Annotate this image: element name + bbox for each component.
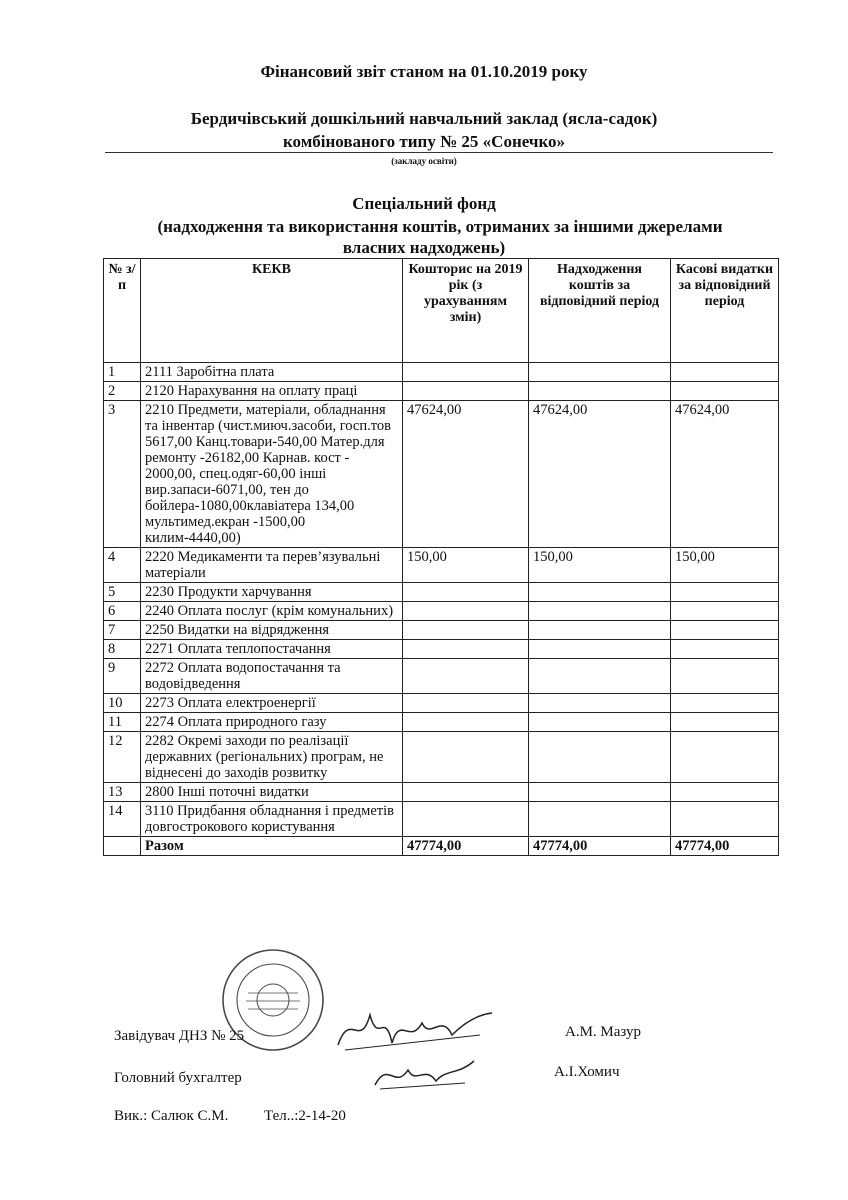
- table-row: [104, 382, 779, 401]
- row-income: [529, 802, 671, 837]
- table-row: [104, 621, 779, 640]
- accountant-signature-icon: [370, 1055, 480, 1095]
- row-income: [529, 621, 671, 640]
- table-row: [104, 783, 779, 802]
- institution-name-line1: Бердичівський дошкільний навчальний заклад (ясла-садок): [190, 109, 658, 128]
- report-title: Фінансовий звіт станом на 01.10.2019 року: [260, 62, 588, 81]
- row-income: [529, 783, 671, 802]
- total-budget: 47774,00: [403, 837, 529, 856]
- row-number: 5: [104, 583, 141, 602]
- accountant-role: Головний бухгалтер: [114, 1070, 242, 1086]
- institution-caption: (закладу освіти): [391, 156, 457, 166]
- executor: Вик.: Салюк С.М.: [114, 1108, 229, 1124]
- row-budget: [403, 382, 529, 401]
- row-kekv: 2210 Предмети, матеріали, обладнання та інвентар (чист.миюч.засоби, госп.тов 5617,00 Канц.товари-540,00 Матер.для ремонту -26182,00 Карнав. кост - 2000,00, спец.одяг-60,00 інші вир.запаси-6071,00, тен до бойлера-1080,00клавіатера 134,00 мультимед.екран -1500,00 килим-4440,00): [141, 401, 403, 548]
- fund-subtitle-line1: (надходження та використання коштів, отриманих за іншими джерелами: [157, 217, 723, 236]
- row-income: [529, 382, 671, 401]
- row-number: 8: [104, 640, 141, 659]
- row-expense: [671, 382, 779, 401]
- row-budget: [403, 621, 529, 640]
- row-number: 14: [104, 802, 141, 837]
- row-income: [529, 583, 671, 602]
- row-number: 10: [104, 694, 141, 713]
- total-expense: 47774,00: [671, 837, 779, 856]
- table-row: [104, 583, 779, 602]
- row-kekv: 2271 Оплата теплопостачання: [141, 640, 403, 659]
- row-income: [529, 732, 671, 783]
- col-header-income: Надходження коштів за відповідний період: [529, 259, 671, 363]
- total-label: Разом: [141, 837, 403, 856]
- row-expense: [671, 659, 779, 694]
- table-row: [104, 694, 779, 713]
- table-row: [104, 363, 779, 382]
- head-signature-icon: [330, 1005, 500, 1060]
- row-kekv: 2220 Медикаменти та перев’язувальні матеріали: [141, 548, 403, 583]
- row-number: 6: [104, 602, 141, 621]
- row-budget: [403, 640, 529, 659]
- row-number: 1: [104, 363, 141, 382]
- accountant-name: А.І.Хомич: [554, 1064, 620, 1080]
- row-income: 47624,00: [529, 401, 671, 548]
- row-income: [529, 694, 671, 713]
- row-number: 4: [104, 548, 141, 583]
- table-row: [104, 802, 779, 837]
- row-budget: [403, 659, 529, 694]
- row-number: 2: [104, 382, 141, 401]
- row-expense: [671, 583, 779, 602]
- row-expense: [671, 713, 779, 732]
- row-income: [529, 713, 671, 732]
- row-budget: [403, 583, 529, 602]
- row-number: 13: [104, 783, 141, 802]
- row-expense: [671, 732, 779, 783]
- fund-title: Спеціальний фонд: [352, 194, 496, 213]
- row-income: [529, 363, 671, 382]
- table-total-row: [104, 837, 779, 856]
- row-kekv: 2111 Заробітна плата: [141, 363, 403, 382]
- head-role: Завідувач ДНЗ № 25: [114, 1028, 245, 1044]
- row-expense: [671, 783, 779, 802]
- row-expense: [671, 640, 779, 659]
- row-budget: [403, 802, 529, 837]
- institution-underline: [105, 152, 773, 153]
- table-header-row: [104, 259, 779, 363]
- row-kekv: 2282 Окремі заходи по реалізації державних (регіональних) програм, не віднесені до заходів розвитку: [141, 732, 403, 783]
- table-row: [104, 602, 779, 621]
- col-header-number: № з/п: [104, 259, 141, 363]
- row-income: [529, 602, 671, 621]
- institution-name-line2: комбінованого типу № 25 «Сонечко»: [282, 132, 566, 151]
- report-table: [103, 258, 779, 856]
- col-header-expense: Касові видатки за відповідний період: [671, 259, 779, 363]
- row-kekv: 2250 Видатки на відрядження: [141, 621, 403, 640]
- row-expense: [671, 694, 779, 713]
- row-income: [529, 640, 671, 659]
- row-budget: [403, 713, 529, 732]
- head-name: А.М. Мазур: [565, 1024, 642, 1040]
- row-kekv: 2272 Оплата водопостачання та водовідведення: [141, 659, 403, 694]
- table-row: [104, 401, 779, 548]
- row-expense: 150,00: [671, 548, 779, 583]
- row-expense: [671, 802, 779, 837]
- row-expense: [671, 602, 779, 621]
- total-income: 47774,00: [529, 837, 671, 856]
- row-income: 150,00: [529, 548, 671, 583]
- row-budget: [403, 694, 529, 713]
- row-budget: [403, 602, 529, 621]
- table-row: [104, 659, 779, 694]
- row-budget: [403, 783, 529, 802]
- row-budget: 47624,00: [403, 401, 529, 548]
- table-row: [104, 732, 779, 783]
- row-kekv: 2274 Оплата природного газу: [141, 713, 403, 732]
- executor-phone: Тел..:2-14-20: [264, 1108, 346, 1124]
- row-number: 11: [104, 713, 141, 732]
- row-expense: [671, 621, 779, 640]
- row-kekv: 2240 Оплата послуг (крім комунальних): [141, 602, 403, 621]
- row-kekv: 2273 Оплата електроенергії: [141, 694, 403, 713]
- row-number: 3: [104, 401, 141, 548]
- row-number: 9: [104, 659, 141, 694]
- row-expense: 47624,00: [671, 401, 779, 548]
- table-row: [104, 640, 779, 659]
- row-income: [529, 659, 671, 694]
- row-kekv: 2120 Нарахування на оплату праці: [141, 382, 403, 401]
- col-header-budget: Кошторис на 2019 рік (з урахуванням змін): [403, 259, 529, 363]
- row-budget: 150,00: [403, 548, 529, 583]
- table-row: [104, 548, 779, 583]
- row-kekv: 3110 Придбання обладнання і предметів довгострокового користування: [141, 802, 403, 837]
- fund-subtitle-line2: власних надходжень): [342, 238, 506, 257]
- row-number: 12: [104, 732, 141, 783]
- col-header-kekv: КЕКВ: [141, 259, 403, 363]
- row-kekv: 2230 Продукти харчування: [141, 583, 403, 602]
- row-kekv: 2800 Інші поточні видатки: [141, 783, 403, 802]
- row-budget: [403, 732, 529, 783]
- row-expense: [671, 363, 779, 382]
- table-row: [104, 713, 779, 732]
- row-number: 7: [104, 621, 141, 640]
- row-budget: [403, 363, 529, 382]
